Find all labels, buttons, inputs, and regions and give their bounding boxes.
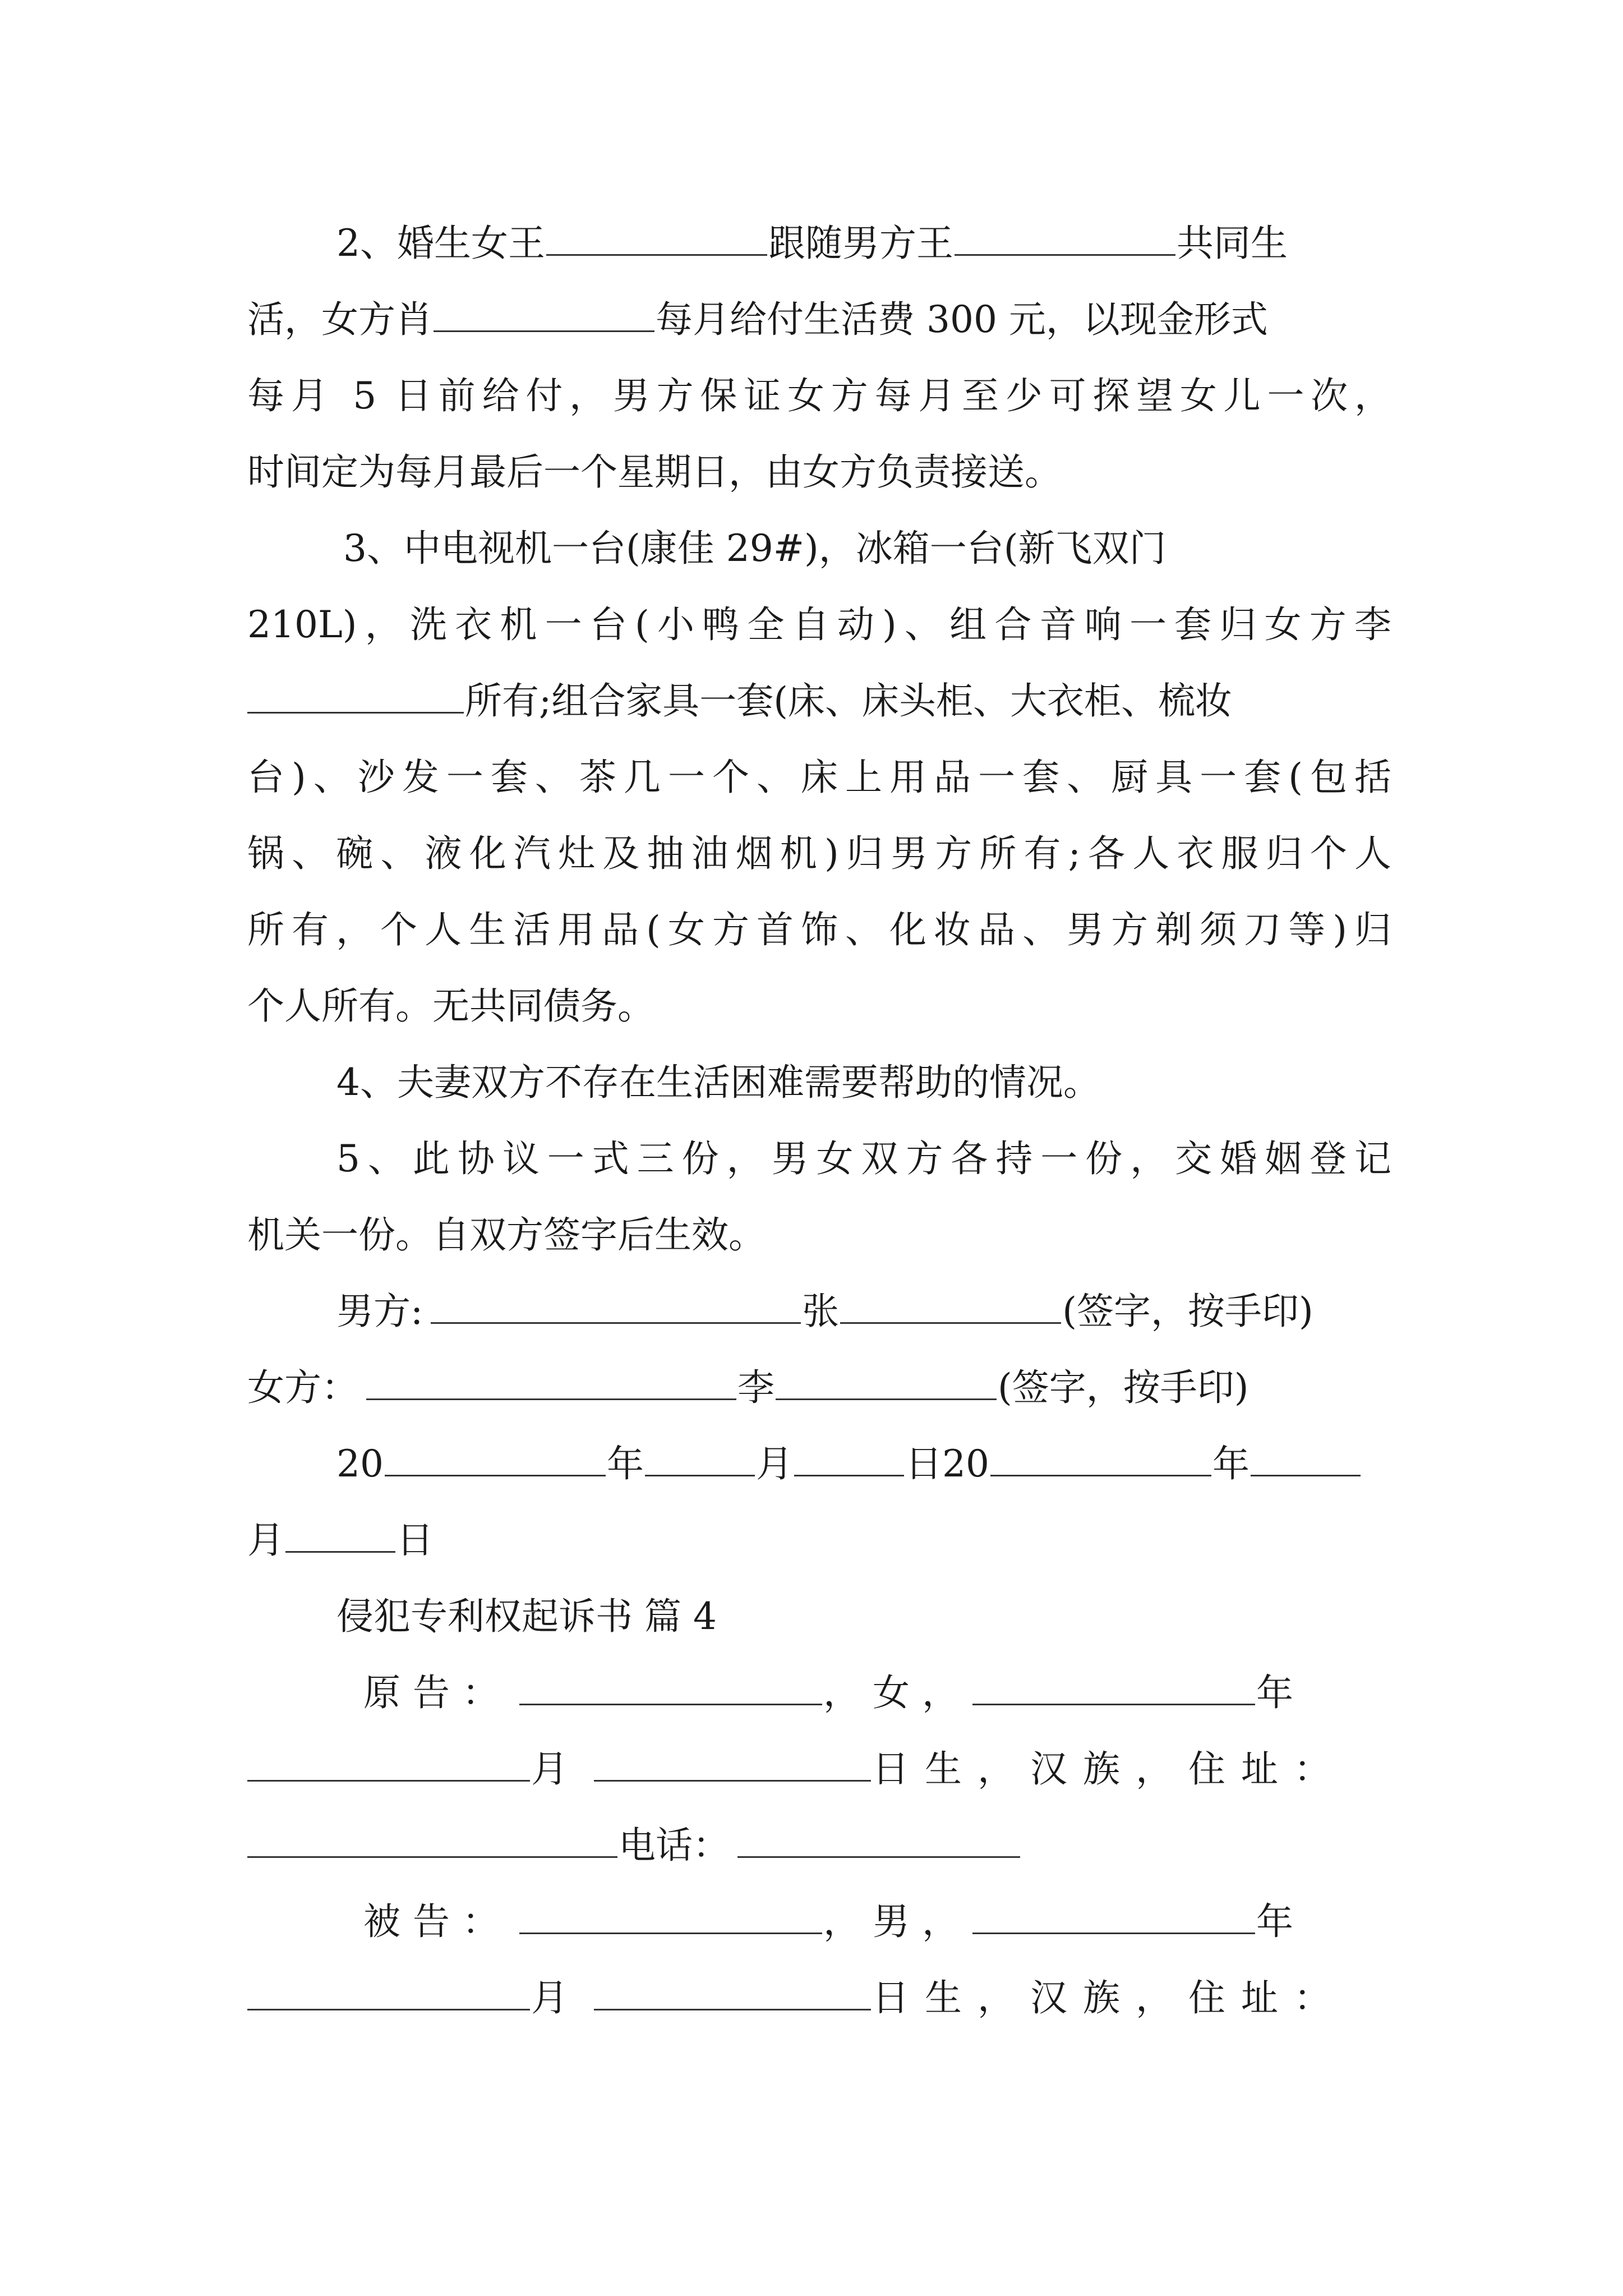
item2-line4: 时间定为每月最后一个星期日，由女方负责接送。 [247, 450, 1062, 494]
defendant-name-blank [519, 1895, 822, 1934]
defendant-year: 年 [1256, 1900, 1306, 1943]
section-title: 侵犯专利权起诉书 篇 4 [336, 1595, 717, 1638]
female-signature-blank-2 [776, 1361, 997, 1400]
plaintiff-address-blank [247, 1819, 617, 1858]
blank-day-1 [794, 1438, 904, 1476]
item3-text-1: 3、中电视机一台(康佳 29#)，冰箱一台(新飞双门 [343, 527, 1166, 570]
blank-female-name [247, 675, 464, 714]
item3-line7: 个人所有。无共同债务。 [247, 984, 654, 1028]
defendant-month: 月 [531, 1976, 584, 2019]
blank-daughter-name [546, 217, 767, 256]
blank-day-2 [285, 1514, 395, 1553]
blank-father-name [955, 217, 1175, 256]
date-line [336, 1430, 1391, 1498]
male-label: 男方: [336, 1290, 423, 1333]
item3-line1 [343, 515, 1391, 582]
item3-line6: 所有，个人生活用品(女方首饰、化妆品、男方剃须刀等)归 [247, 908, 1391, 951]
defendant-month-blank [247, 1972, 530, 2010]
item2-text-c: 共同生 [1177, 222, 1288, 265]
plaintiff-label: 原告： [363, 1671, 511, 1714]
blank-month-2 [1251, 1438, 1361, 1476]
plaintiff-born: 日生，汉族，住址： [872, 1747, 1347, 1791]
plaintiff-year: 年 [1256, 1671, 1306, 1714]
item4-line: 4、夫妻双方不存在生活困难需要帮助的情况。 [336, 1061, 1100, 1104]
blank-year-1 [385, 1438, 606, 1476]
item3-line2: 210L)，洗衣机一台(小鸭全自动)、组合音响一套归女方李 [247, 603, 1391, 646]
item2-text-e: 每月给付生活费 300 元，以现金形式 [656, 298, 1268, 341]
item2-line3: 每月 5 日前给付，男方保证女方每月至少可探望女儿一次， [247, 374, 1391, 417]
plaintiff-name-blank [519, 1667, 822, 1705]
male-signature-blank-2 [840, 1285, 1061, 1324]
female-signature-line [247, 1354, 1391, 1421]
female-signature-blank [366, 1361, 736, 1400]
defendant-line1 [363, 1888, 1391, 1955]
male-name: 张 [802, 1290, 840, 1333]
date-year-2: 年 [1212, 1442, 1249, 1485]
item2-line2 [247, 286, 1391, 353]
defendant-born: 日生，汉族，住址： [872, 1976, 1347, 2019]
item3-line5: 锅、碗、液化汽灶及抽油烟机)归男方所有;各人衣服归个人 [247, 832, 1391, 875]
item3-line4: 台)、沙发一套、茶几一个、床上用品一套、厨具一套(包括 [247, 756, 1391, 799]
plaintiff-line3 [247, 1812, 1391, 1879]
date-prefix-2: 20 [942, 1442, 989, 1485]
female-signature-note: (签字，按手印) [998, 1366, 1249, 1409]
item2-text-a: 2、婚生女王 [336, 222, 545, 265]
plaintiff-phone-label: 电话： [619, 1824, 730, 1867]
item3-line3 [247, 668, 1391, 735]
item2-text-b: 跟随男方王 [768, 222, 953, 265]
blank-year-2 [990, 1438, 1211, 1476]
date-year-1: 年 [606, 1442, 644, 1485]
date-prefix-1: 20 [336, 1442, 384, 1485]
date-day-2: 日 [396, 1519, 434, 1562]
plaintiff-gender: 女， [873, 1671, 971, 1714]
plaintiff-line2 [247, 1736, 1391, 1803]
male-signature-note: (签字，按手印) [1062, 1290, 1313, 1333]
defendant-year-blank [972, 1895, 1255, 1934]
defendant-label: 被告： [363, 1900, 511, 1943]
blank-month-1 [645, 1438, 755, 1476]
item3-text-3: 所有;组合家具一套(床、床头柜、大衣柜、梳妆 [465, 679, 1232, 723]
female-name: 李 [737, 1366, 774, 1409]
plaintiff-year-blank [972, 1667, 1255, 1705]
male-signature-line [336, 1278, 1391, 1345]
item5-line1: 5、此协议一式三份，男女双方各持一份，交婚姻登记 [336, 1137, 1391, 1180]
defendant-gender: 男， [873, 1900, 971, 1943]
item5-line2: 机关一份。自双方签字后生效。 [247, 1213, 766, 1257]
date-month-2: 月 [247, 1519, 284, 1562]
female-label: 女方： [247, 1366, 358, 1409]
plaintiff-line1 [363, 1659, 1391, 1727]
male-signature-blank [431, 1285, 801, 1324]
date-day-1: 日 [905, 1442, 942, 1485]
plaintiff-day-blank [594, 1743, 871, 1782]
blank-mother-name [434, 293, 654, 332]
item2-line1 [336, 210, 1391, 277]
plaintiff-sep: ， [823, 1671, 873, 1714]
date-month-1: 月 [755, 1442, 793, 1485]
defendant-day-blank [594, 1972, 871, 2010]
defendant-sep: ， [823, 1900, 873, 1943]
plaintiff-phone-blank [737, 1819, 1020, 1858]
defendant-line2 [247, 1964, 1391, 2032]
plaintiff-month: 月 [531, 1747, 584, 1791]
item2-text-d: 活，女方肖 [247, 298, 432, 341]
date-line-2 [247, 1507, 1391, 1574]
plaintiff-month-blank [247, 1743, 530, 1782]
